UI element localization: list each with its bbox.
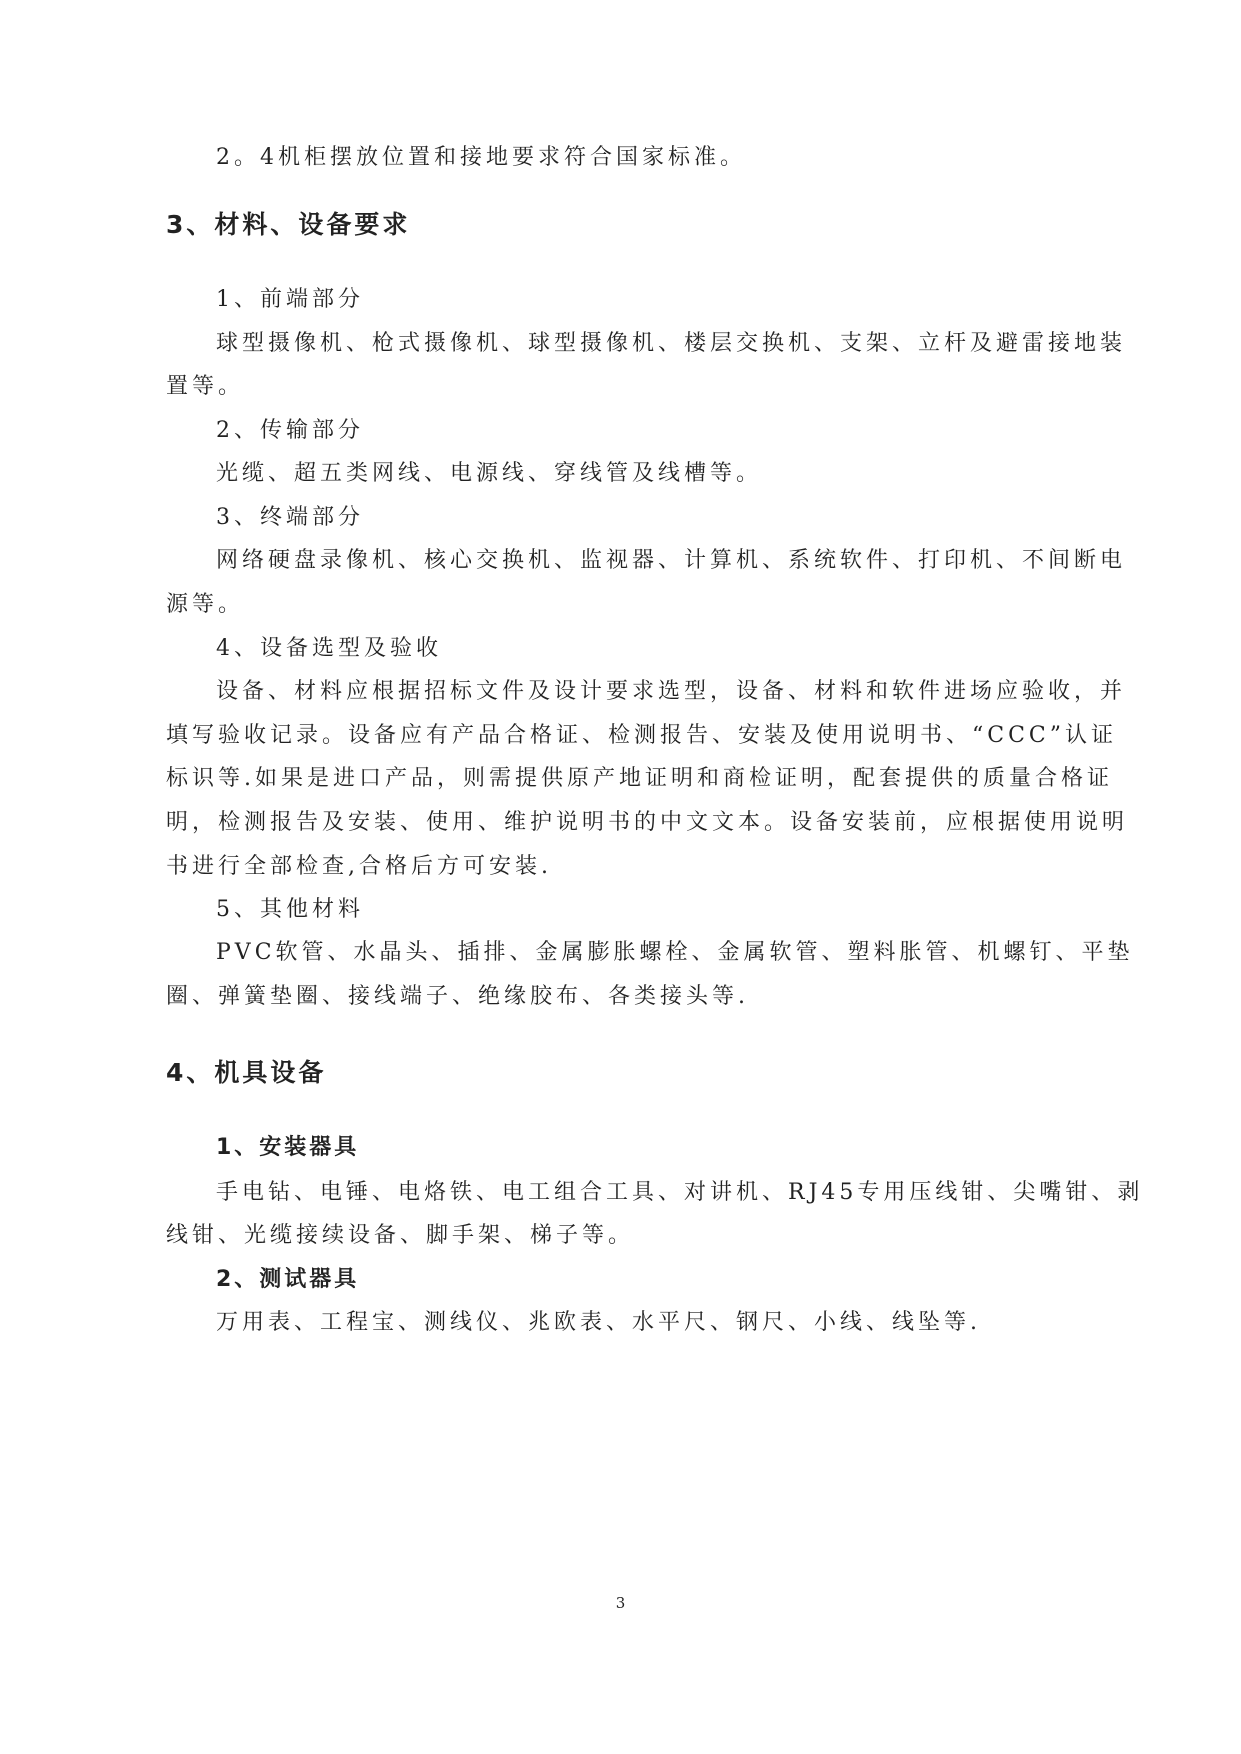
item-title: 2、传输部分 [216, 418, 364, 443]
item-text-line: 手电钻、电锤、电烙铁、电工组合工具、对讲机、RJ45专用压线钳、尖嘴钳、剥 [216, 1180, 1144, 1205]
item-text-line: 设备、材料应根据招标文件及设计要求选型，设备、材料和软件进场应验收，并 [216, 679, 1127, 704]
section-4-heading: 4、机具设备 [166, 1058, 327, 1087]
item-text-line: 网络硬盘录像机、核心交换机、监视器、计算机、系统软件、打印机、不间断电 [216, 548, 1127, 573]
item-text-line: 圈、弹簧垫圈、接线端子、绝缘胶布、各类接头等. [166, 984, 749, 1009]
item-text-line: 球型摄像机、枪式摄像机、球型摄像机、楼层交换机、支架、立杆及避雷接地装 [216, 331, 1127, 356]
item-title: 4、设备选型及验收 [216, 636, 442, 661]
item-title: 1、前端部分 [216, 287, 364, 312]
item-text-line: 书进行全部检查,合格后方可安装. [166, 854, 552, 879]
intro-line: 2。4机柜摆放位置和接地要求符合国家标准。 [216, 145, 746, 170]
item-title: 1、安装器具 [216, 1135, 360, 1160]
item-text-line: 光缆、超五类网线、电源线、穿线管及线槽等。 [216, 461, 763, 486]
page-number: 3 [615, 1594, 626, 1612]
item-text-line: 标识等.如果是进口产品，则需提供原产地证明和商检证明，配套提供的质量合格证 [166, 766, 1113, 791]
item-text-line: 填写验收记录。设备应有产品合格证、检测报告、安装及使用说明书、“CCC”认证 [166, 723, 1117, 748]
item-text-line: 线钳、光缆接续设备、脚手架、梯子等。 [166, 1223, 635, 1248]
item-text-line: 明，检测报告及安装、使用、维护说明书的中文文本。设备安装前，应根据使用说明 [166, 810, 1129, 835]
item-title: 2、测试器具 [216, 1267, 360, 1292]
item-text-line: PVC软管、水晶头、插排、金属膨胀螺栓、金属软管、塑料胀管、机螺钉、平垫 [216, 940, 1134, 965]
item-text-line: 万用表、工程宝、测线仪、兆欧表、水平尺、钢尺、小线、线坠等. [216, 1310, 981, 1335]
item-text-line: 源等。 [166, 592, 245, 617]
item-title: 3、终端部分 [216, 505, 364, 530]
item-title: 5、其他材料 [216, 897, 364, 922]
section-3-heading: 3、材料、设备要求 [166, 210, 411, 239]
item-text-line: 置等。 [166, 374, 245, 399]
